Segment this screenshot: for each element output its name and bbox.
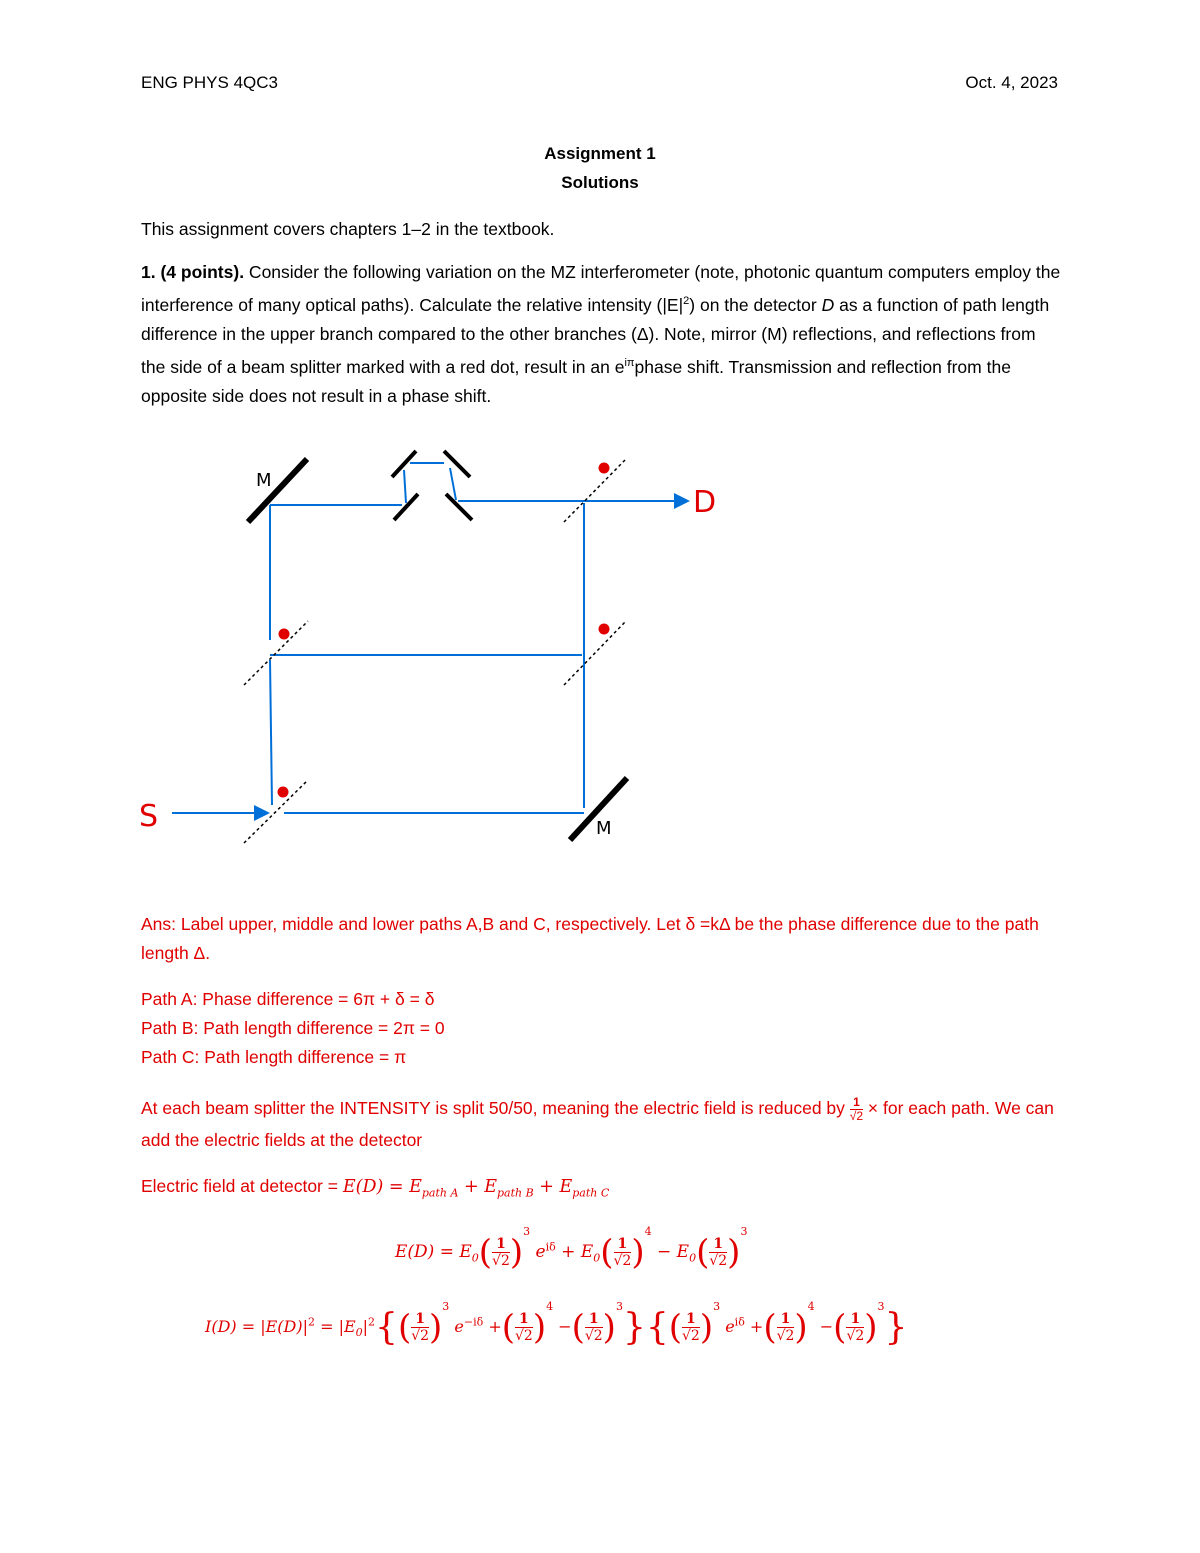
fraction-num: 1 — [850, 1096, 863, 1110]
beam-delay-left — [404, 470, 406, 503]
path-b: Path B: Path length difference = 2π = 0 — [141, 1018, 445, 1038]
e0-sub: 0 — [593, 1251, 601, 1265]
question-text: ) on the detector — [689, 294, 822, 315]
detector-label: D — [693, 485, 717, 520]
input-arrowhead — [254, 805, 270, 821]
red-dot-left-bottom — [278, 787, 289, 798]
brace: { — [645, 1307, 669, 1348]
interferometer-diagram — [0, 440, 1200, 860]
split-text-a: At each beam splitter the INTENSITY is split 50/50, meaning the electric field is reduced by — [141, 1098, 845, 1118]
question-label: 1. (4 points). — [141, 262, 245, 282]
question-text: as a function of path length difference in the upper branch compared to the other branches (Δ). Note, mirror (M) reflections, and reflections from the side of a beam splitter marked with a red dot, result in an e — [141, 294, 1050, 377]
paren: ( — [501, 1307, 515, 1348]
paren: ) — [727, 1232, 741, 1273]
e0-sub: 0 — [355, 1326, 363, 1340]
split-text-b: × for each path. We can add the electric fields at the detector — [141, 1098, 1054, 1150]
den: √2 — [492, 1253, 510, 1269]
minus: − — [657, 1242, 672, 1262]
page-title: Assignment 1 — [544, 144, 656, 163]
equation-intensity: $I(D) = |E(D)|^2 = |E_0|^2${( $\frac{1}{√2}$ )$^3$ $e^{-i\delta}$ +( $\frac{1}{√2}$ )$^4$ −( $\frac{1}{√2}$ )$^3$}{( $\frac{1}{√2}$ )$^3$ $e^{i\delta}$ +( $\frac{1}{√2}$ )$^4$ −( $\frac{1}{√2}$ )$^3$} — [205, 1300, 908, 1348]
num: 1 — [614, 1236, 632, 1253]
eq-fraction — [614, 1236, 632, 1269]
paren: ) — [509, 1232, 524, 1273]
den: √2 — [846, 1328, 865, 1344]
course-code: ENG PHYS 4QC3 — [141, 73, 278, 92]
exponent: iδ — [545, 1240, 556, 1254]
eq-fraction — [492, 1236, 510, 1269]
num: 1 — [777, 1311, 795, 1328]
exponent: iδ — [734, 1315, 745, 1329]
minus: − — [819, 1317, 834, 1336]
plus: + — [749, 1317, 764, 1336]
square: 2 — [368, 1315, 376, 1329]
minus: − — [558, 1317, 572, 1336]
num: 1 — [411, 1311, 429, 1328]
square: 2 — [307, 1315, 315, 1329]
beam-left-lower — [270, 660, 272, 805]
power: 3 — [877, 1300, 885, 1313]
eq-fraction — [585, 1311, 603, 1344]
eq-fraction — [846, 1311, 864, 1344]
splitter-right-top — [564, 459, 626, 522]
paren: ) — [864, 1307, 878, 1348]
den: √2 — [514, 1328, 533, 1344]
paren: ) — [532, 1307, 547, 1348]
paren: ) — [794, 1307, 808, 1348]
eq-lhs: E(D) = — [395, 1242, 460, 1262]
power: 3 — [615, 1300, 623, 1313]
exponent: −iδ — [463, 1315, 484, 1329]
brace: } — [622, 1307, 646, 1348]
path-c: Path C: Path length difference = π — [141, 1047, 407, 1067]
den: √2 — [584, 1328, 603, 1344]
field-label: Electric field at detector = — [141, 1176, 343, 1196]
field-line: Electric field at detector = $E(D) = E_{path A} + E_{path B} + E_{path C}$ — [141, 1176, 610, 1200]
splitter-left-middle — [244, 621, 308, 685]
beam-delay-right — [450, 468, 456, 500]
source-label: S — [139, 799, 159, 834]
num: 1 — [682, 1311, 700, 1328]
den: √2 — [709, 1253, 728, 1269]
paren: ( — [668, 1307, 683, 1348]
intro-text: This assignment covers chapters 1–2 in the textbook. — [141, 219, 555, 239]
eq-mid: = |E — [314, 1317, 356, 1336]
eq-lhs: I(D) = |E(D)| — [205, 1317, 308, 1336]
red-dot-right-middle — [599, 624, 610, 635]
num: 1 — [585, 1311, 603, 1328]
page-subtitle: Solutions — [561, 173, 639, 192]
exp: e — [535, 1242, 546, 1262]
eq-fraction — [515, 1311, 533, 1344]
power: 3 — [713, 1300, 721, 1313]
num: 1 — [709, 1236, 727, 1253]
e0: E — [676, 1242, 690, 1262]
paren: ) — [699, 1307, 714, 1348]
den: √2 — [682, 1328, 700, 1344]
paren: ) — [429, 1307, 443, 1348]
mirror-label-top: M — [256, 470, 272, 491]
mirror-label-bottom: M — [596, 818, 612, 839]
den: √2 — [411, 1328, 430, 1344]
header-date: Oct. 4, 2023 — [965, 73, 1058, 92]
delay-mirror-4 — [446, 494, 472, 520]
exp: e — [725, 1317, 735, 1336]
splitter-right-middle — [564, 621, 626, 685]
paren: ) — [631, 1232, 645, 1273]
delay-mirror-2 — [444, 451, 470, 477]
equation-field — [395, 1225, 747, 1273]
brace: } — [884, 1307, 908, 1348]
red-dot-right-top — [599, 463, 610, 474]
answer-intro: Ans: Label upper, middle and lower paths A,B and C, respectively. Let δ =kΔ be the phase difference due to the path length Δ. — [141, 914, 1039, 963]
split-text — [141, 1092, 1061, 1156]
paren: ( — [696, 1232, 710, 1273]
fraction-den: √2 — [849, 1108, 864, 1123]
field-expr: E(D) = E — [342, 1177, 422, 1197]
plus: + — [488, 1317, 502, 1336]
field-sub-c: path C — [572, 1186, 610, 1200]
paren: ( — [397, 1307, 412, 1348]
power: 3 — [442, 1300, 450, 1313]
power: 4 — [644, 1225, 652, 1238]
detector-symbol: D — [821, 294, 835, 315]
power: 3 — [523, 1225, 531, 1238]
question-text: Consider the following variation on the MZ interferometer (note, photonic quantum computers employ the interference of many optical paths). Calculate the relative intensity (|E| — [141, 262, 1061, 315]
path-a: Path A: Phase difference = 6π + δ = δ — [141, 989, 435, 1009]
red-dot-left-middle — [279, 629, 290, 640]
plus: + — [561, 1242, 576, 1262]
e0: E — [580, 1242, 594, 1262]
question-1 — [141, 258, 1061, 411]
e0-sub: 0 — [689, 1251, 697, 1265]
e0: E — [459, 1242, 472, 1262]
split-fraction — [850, 1096, 863, 1123]
paren: ( — [763, 1307, 777, 1348]
exp: e — [454, 1317, 464, 1336]
num: 1 — [515, 1311, 533, 1328]
paren: ( — [478, 1232, 493, 1273]
output-arrowhead — [674, 493, 690, 509]
paren: ) — [602, 1307, 616, 1348]
paren: ( — [833, 1307, 847, 1348]
splitter-left-bottom — [244, 780, 308, 843]
question-text: phase shift. Transmission and reflection from the opposite side does not result in a phase shift. — [141, 356, 1011, 406]
square-exp: 2 — [683, 295, 690, 307]
field-sub-a: path A — [421, 1186, 459, 1200]
paren: ( — [600, 1232, 614, 1273]
eq-fraction — [411, 1311, 429, 1344]
power: 4 — [546, 1300, 554, 1313]
power: 3 — [740, 1225, 748, 1238]
field-sub-b: path B — [497, 1186, 534, 1200]
num: 1 — [492, 1236, 510, 1253]
power: 4 — [807, 1300, 815, 1313]
eq-fraction — [709, 1236, 727, 1269]
eq-fraction — [682, 1311, 700, 1344]
eq-fraction — [777, 1311, 795, 1344]
phase-exponent: iπ — [624, 356, 635, 369]
brace: { — [375, 1307, 398, 1348]
den: √2 — [613, 1253, 632, 1269]
den: √2 — [776, 1328, 795, 1344]
e0-sub: 0 — [471, 1251, 479, 1265]
paren: ( — [571, 1307, 585, 1348]
num: 1 — [846, 1311, 864, 1328]
